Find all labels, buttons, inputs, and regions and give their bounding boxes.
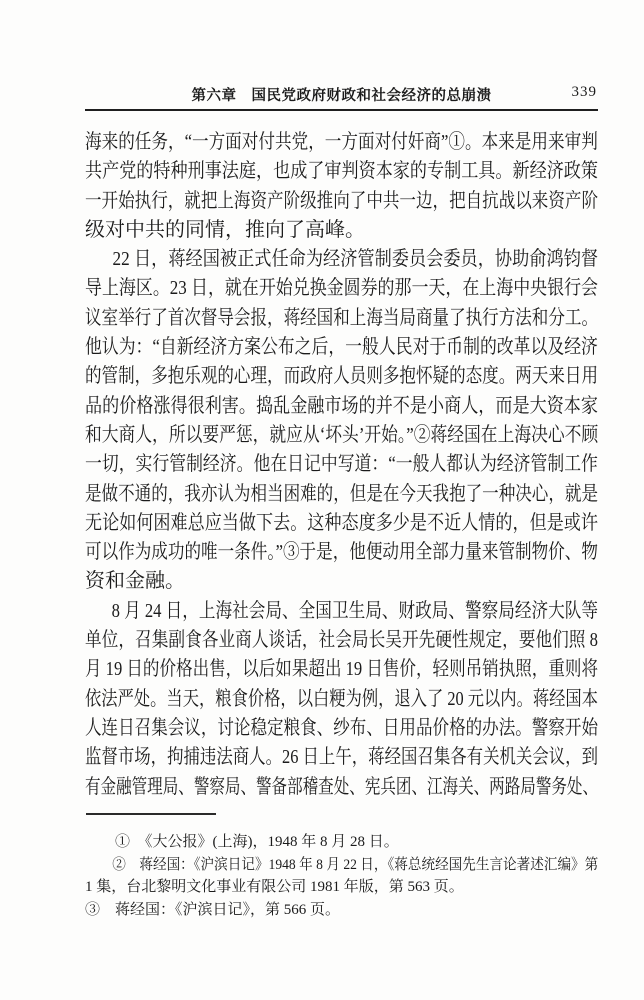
- body-line-3: 一开始执行，就把上海资产阶级推向了中共一边，把自抗战以来资产阶: [85, 189, 598, 212]
- body-line-4: 级对中共的同情，推向了高峰。: [85, 218, 365, 241]
- body-line-9: 的管制，多抱乐观的心理，而政府人员则多抱怀疑的态度。两天来日用: [85, 365, 598, 388]
- footnote-line-4: ③ 蒋经国：《沪滨日记》，第 566 页。: [85, 901, 341, 918]
- body-line-5: 22 日，蒋经国被正式任命为经济管制委员会委员，协助俞鸿钧督: [112, 248, 598, 271]
- body-line-14: 无论如何困难总应当做下去。这种态度多少是不近人情的，但是或许: [85, 511, 598, 534]
- body-line-11: 和大商人，所以要严惩，就应从‘坏头’开始。”②蒋经国在上海决心不顾: [85, 423, 599, 446]
- body-line-23: 有金融管理局、警察局、警备部稽查处、宪兵团、江海关、两路局警务处、: [85, 775, 598, 798]
- body-line-2: 共产党的特种刑事法庭，也成了审判资本家的专制工具。新经济政策: [85, 160, 598, 183]
- footnote-line-3: 1 集，台北黎明文化事业有限公司 1981 年版，第 563 页。: [85, 879, 464, 896]
- running-header: [85, 83, 598, 111]
- footnote-line-2: ② 蒋经国：《沪滨日记》1948 年 8 月 22 日，《蒋总统经国先生言论著述汇编》第: [112, 856, 599, 873]
- chapter-title: 第六章 国民党政府财政和社会经济的总崩溃: [191, 88, 492, 104]
- body-line-21: 人连日召集会议，讨论稳定粮食、纱布、日用品价格的办法。警察开始: [85, 716, 598, 739]
- body-line-12: 一切，实行管制经济。他在日记中写道：“一般人都认为经济管制工作: [85, 453, 598, 476]
- body-line-15: 可以作为成功的唯一条件。”③于是，他便动用全部力量来管制物价、物: [85, 541, 598, 564]
- body-line-13: 是做不通的，我亦认为相当困难的，但是在今天我抱了一种决心，就是: [85, 482, 598, 505]
- body-line-10: 品的价格涨得很利害。捣乱金融市场的并不是小商人，而是大资本家: [85, 394, 598, 417]
- body-line-16: 资和金融。: [85, 570, 185, 593]
- body-line-18: 单位，召集副食各业商人谈话，社会局长吴开先硬性规定，要他们照 8: [85, 629, 598, 652]
- body-line-19: 月 19 日的价格出售，以后如果超出 19 日售价，轻则吊销执照，重则将: [85, 658, 598, 681]
- body-line-20: 依法严处。当天，粮食价格，以白粳为例，退入了 20 元以内。蒋经国本: [85, 687, 598, 710]
- body-line-17: 8 月 24 日，上海社会局、全国卫生局、财政局、警察局经济大队等: [111, 599, 599, 622]
- footnotes: [85, 831, 598, 921]
- page-number: 339: [571, 84, 597, 100]
- footnote-line-1: ① 《大公报》(上海)，1948 年 8 月 28 日。: [115, 834, 399, 850]
- body-line-7: 议室举行了首次督导会报，蒋经国和上海当局商量了执行方法和分工。: [85, 306, 598, 329]
- body-line-8: 他认为：“自新经济方案公布之后，一般人民对于币制的改革以及经济: [85, 336, 598, 359]
- footnote-separator: [86, 813, 216, 815]
- body-line-22: 监督市场，拘捕违法商人。26 日上午，蒋经国召集各有关机关会议，到: [85, 746, 598, 769]
- body-line-1: 海来的任务，“一方面对付共党，一方面对付奸商”①。本来是用来审判: [85, 131, 598, 153]
- body-text: [85, 128, 598, 802]
- body-line-6: 导上海区。23 日，就在开始兑换金圆券的那一天，在上海中央银行会: [85, 277, 598, 300]
